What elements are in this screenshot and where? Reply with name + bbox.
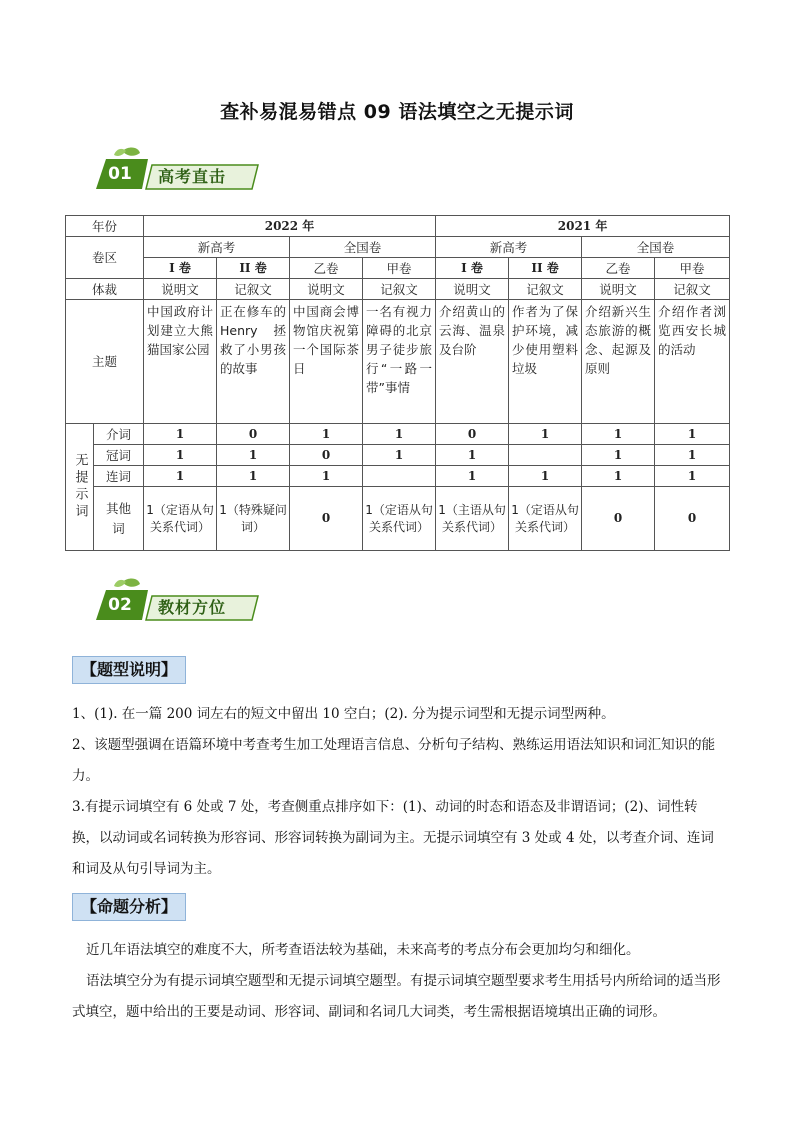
value-cell: 1 xyxy=(655,424,730,445)
value-cell: 0 xyxy=(436,424,509,445)
row-label: 冠词 xyxy=(94,445,144,466)
paper-cell: I 卷 xyxy=(144,258,217,279)
topic-cell: 中国商会博物馆庆祝第一个国际茶日 xyxy=(290,300,363,424)
value-cell: 1 xyxy=(436,466,509,487)
paper-cell: II 卷 xyxy=(217,258,290,279)
genre-cell: 说明文 xyxy=(436,279,509,300)
genre-cell: 记叙文 xyxy=(217,279,290,300)
analysis-paragraph-2 xyxy=(72,966,724,1028)
topic-cell: 一名有视力障碍的北京男子徒步旅行“一路一带”事情 xyxy=(363,300,436,424)
header-region: 卷区 xyxy=(66,237,144,279)
region-2022-new: 新高考 xyxy=(144,237,290,258)
other-cell: 1（定语从句关系代词） xyxy=(509,487,582,551)
paper-cell: 甲卷 xyxy=(363,258,436,279)
other-cell: 1（特殊疑问词） xyxy=(217,487,290,551)
genre-cell: 说明文 xyxy=(290,279,363,300)
value-cell: 1 xyxy=(655,445,730,466)
value-cell: 1 xyxy=(436,445,509,466)
analysis-text-2: 语法填空分为有提示词填空题型和无提示词填空题型。有提示词填空题型要求考生用括号内所给词的适当形式填空，题中给出的王要是动词、形容词、副词和名词几大词类，考生需根据语境填出正确的词形。 xyxy=(72,973,721,1020)
topic-cell: 介绍黄山的云海、温泉及台阶 xyxy=(436,300,509,424)
type-desc-paragraph-1: 1、(1). 在一篇 200 词左右的短文中留出 10 空白；(2). 分为提示词型和无提示词型两种。 xyxy=(72,706,615,722)
value-cell: 1 xyxy=(582,424,655,445)
region-2021-new: 新高考 xyxy=(436,237,582,258)
value-cell: 1 xyxy=(217,466,290,487)
tag-type-description: 【题型说明】 xyxy=(72,656,186,684)
section-number: 02 xyxy=(108,595,132,615)
topic-cell: 中国政府计划建立大熊猫国家公园 xyxy=(144,300,217,424)
genre-cell: 记叙文 xyxy=(509,279,582,300)
section-number: 01 xyxy=(108,164,132,184)
value-cell: 1 xyxy=(582,466,655,487)
genre-cell: 说明文 xyxy=(582,279,655,300)
other-cell: 0 xyxy=(655,487,730,551)
value-cell: 1 xyxy=(144,466,217,487)
no-hint-label: 无提示词 xyxy=(66,424,94,551)
topic-cell: 介绍作者浏览西安长城的活动 xyxy=(655,300,730,424)
value-cell: 1 xyxy=(582,445,655,466)
region-2021-national: 全国卷 xyxy=(582,237,730,258)
page-title: 查补易混易错点 09 语法填空之无提示词 xyxy=(220,101,574,123)
header-year: 年份 xyxy=(66,216,144,237)
analysis-text-1: 近几年语法填空的难度不大，所考查语法较为基础，未来高考的考点分布会更加均匀和细化。 xyxy=(86,942,640,958)
value-cell: 0 xyxy=(290,445,363,466)
section-banner-01 xyxy=(92,147,262,193)
row-label: 其他词 xyxy=(94,487,144,551)
other-cell: 1（主语从句关系代词） xyxy=(436,487,509,551)
header-2021: 2021 年 xyxy=(436,216,730,237)
exam-stats-table xyxy=(65,215,730,551)
value-cell xyxy=(363,466,436,487)
value-cell: 1 xyxy=(217,445,290,466)
paper-cell: II 卷 xyxy=(509,258,582,279)
paper-cell: 甲卷 xyxy=(655,258,730,279)
value-cell xyxy=(509,445,582,466)
other-cell: 1（定语从句关系代词） xyxy=(144,487,217,551)
topic-cell: 介绍新兴生态旅游的概念、起源及原则 xyxy=(582,300,655,424)
header-2022: 2022 年 xyxy=(144,216,436,237)
value-cell: 1 xyxy=(290,424,363,445)
value-cell: 1 xyxy=(363,445,436,466)
other-cell: 0 xyxy=(582,487,655,551)
tag-analysis: 【命题分析】 xyxy=(72,893,186,921)
header-topic: 主题 xyxy=(66,300,144,424)
other-cell: 1（定语从句关系代词） xyxy=(363,487,436,551)
value-cell: 1 xyxy=(509,466,582,487)
region-2022-national: 全国卷 xyxy=(290,237,436,258)
section-label: 高考直击 xyxy=(158,167,227,186)
value-cell: 1 xyxy=(290,466,363,487)
section-banner-02 xyxy=(92,578,262,624)
genre-cell: 说明文 xyxy=(144,279,217,300)
paper-cell: 乙卷 xyxy=(582,258,655,279)
paper-cell: I 卷 xyxy=(436,258,509,279)
paper-cell: 乙卷 xyxy=(290,258,363,279)
section-label: 教材方位 xyxy=(158,598,227,617)
type-desc-paragraph-2: 2、该题型强调在语篇环境中考查考生加工处理语言信息、分析句子结构、熟练运用语法知识和词汇知识的能力。 xyxy=(72,737,716,784)
type-desc-paragraph-3: 3.有提示词填空有 6 处或 7 处，考查侧重点排序如下：(1)、动词的时态和语态及非谓语词；(2)、词性转换，以动词或名词转换为形容词、形容词转换为副词为主。无提示词填空有 3 处或 4 处，以考查介词、连词和词及从句引导词为主。 xyxy=(72,799,714,877)
topic-cell: 作者为了保护环境，减少使用塑料垃圾 xyxy=(509,300,582,424)
analysis-paragraph-1 xyxy=(72,935,724,966)
row-label: 介词 xyxy=(94,424,144,445)
row-label: 连词 xyxy=(94,466,144,487)
genre-cell: 记叙文 xyxy=(363,279,436,300)
value-cell: 1 xyxy=(363,424,436,445)
header-genre: 体裁 xyxy=(66,279,144,300)
other-cell: 0 xyxy=(290,487,363,551)
value-cell: 1 xyxy=(509,424,582,445)
value-cell: 1 xyxy=(144,424,217,445)
value-cell: 1 xyxy=(144,445,217,466)
genre-cell: 记叙文 xyxy=(655,279,730,300)
value-cell: 1 xyxy=(655,466,730,487)
value-cell: 0 xyxy=(217,424,290,445)
topic-cell: 正在修车的 Henry 拯救了小男孩的故事 xyxy=(217,300,290,424)
